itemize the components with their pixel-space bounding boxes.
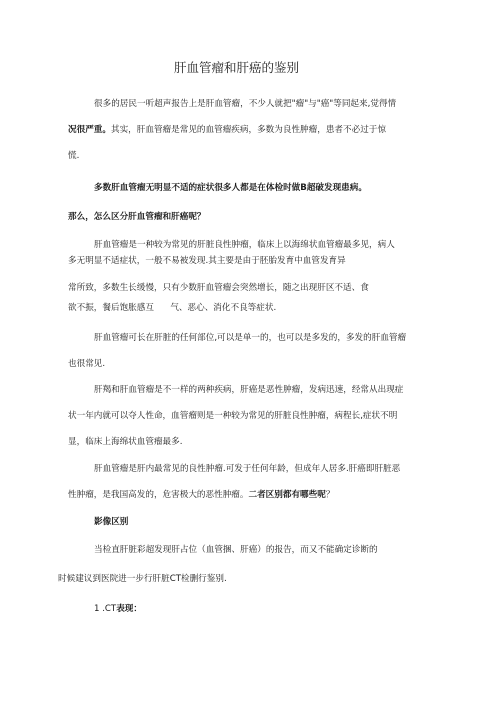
paragraph-line: 当检直肝脏彩超发现肝占位（血管捆、肝癌）的报告，而又不能确定诊断的 [94,545,378,555]
bold-paragraph: 多数肝血管瘤无明显不适的症状很多人都是在体检时做B超破发现患病。 [94,183,367,193]
bold-text: 二者区别都有哪些呢 [248,490,326,500]
heading-label: 表现： [116,604,142,614]
paragraph-line: 时候建议到医院进一步行肝脏CT检删行鉴别. [58,574,227,584]
text-span: 性肿瘤，是我国高发的，危害极大的恶性肿瘤。 [68,490,249,500]
bold-text: 况很严重。 [68,125,111,135]
text-span: 其实，肝血管瘤是常见的血管瘤疾病，多数为良性肿瘤，患者不必过于惊 [110,125,386,135]
text-span: ？ [325,490,335,500]
paragraph-line: 很多的居民一听超声报告上是肝血管瘤，不少人就把"瘤"与"癌"等同起来,觉得情 [94,99,397,109]
paragraph-line [68,124,386,136]
paragraph-line: 常所致，多数生长缓慢，只有少数肝血管瘤会突然增长，随之出现肝区不适、食 [68,283,369,293]
paragraph-line [68,489,334,501]
paragraph-line: 慌. [68,151,80,161]
paragraph-line: 显，临床上海绵状血管瘤最多. [68,437,183,447]
paragraph-line: 肝血管瘤是一种较为常见的肝脏良性肿瘤，临床上以海绵状血管瘤最多见，病人 [94,240,395,250]
paragraph-line: 肝血管瘤是肝内最常见的良性肿瘤.可发于任何年龄，但成年人居多.肝癌即肝脏恶 [94,464,401,474]
subsection-heading [94,603,142,615]
paragraph-line: 也很常见. [68,359,106,369]
paragraph-line: 欲不振，餐后饱胀感互 气、恶心、消化不良等症状. [68,303,277,313]
paragraph-line: 肝血管瘤可长在肝脏的任何部位,可以是单一的，也可以是多发的，多发的肝血管瘤 [94,333,407,343]
section-question: 那么，怎么区分肝血管瘤和肝癌呢？ [68,212,206,222]
heading-number: 1 .CT [94,604,117,614]
paragraph-line: 肝羯和肝血管瘤是不一样的两种疾病，肝癌是恶性肿瘤，发病迅速，经常从出现症 [94,385,404,395]
page-title: 肝血管瘤和肝癌的鉴别 [174,60,300,75]
paragraph-line: 多无明显不适症状，一般不易被发现.其主要是由于胚胎发育中血管发育异 [68,256,346,266]
section-heading: 影像区别 [94,517,129,527]
paragraph-line: 状一年内就可以夺人性命，血管瘤则是一种较为常见的肝脏良性肿瘤，病程长,症状不明 [68,411,398,421]
